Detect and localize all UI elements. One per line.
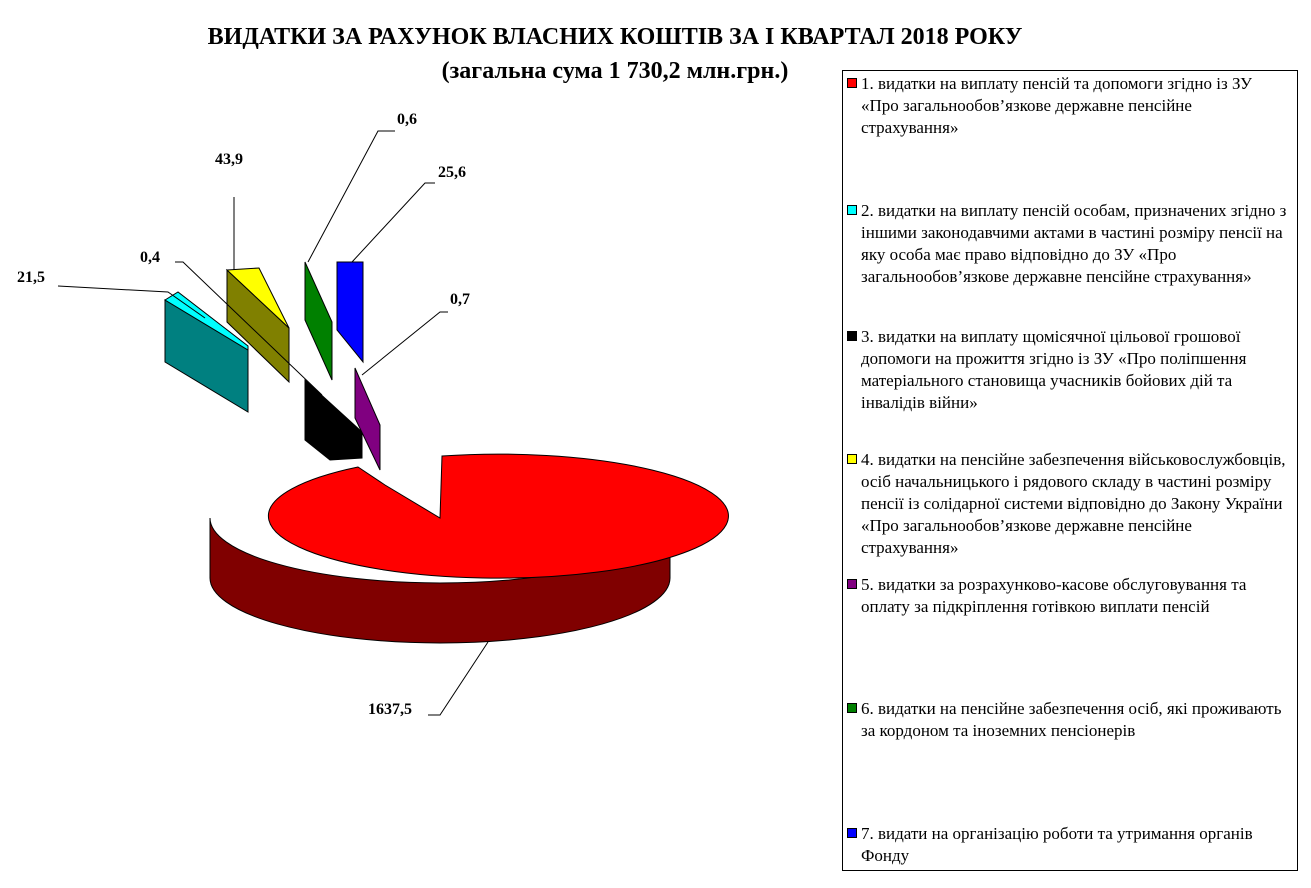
leader-line-5 (362, 312, 448, 375)
legend-swatch-7 (847, 828, 857, 838)
chart-title: ВИДАТКИ ЗА РАХУНОК ВЛАСНИХ КОШТІВ ЗА І КВАРТАЛ 2018 РОКУ (207, 24, 1023, 50)
legend-text-1: 1. видатки на виплату пенсій та допомоги згідно із ЗУ «Про загальнообов’язкове державне пенсійне страхування» (861, 74, 1253, 137)
pie-slice-7-side (337, 262, 363, 362)
legend-swatch-4 (847, 454, 857, 464)
chart-subtitle: (загальна сума 1 730,2 млн.грн.) (441, 58, 789, 84)
pie-slice-3-side (305, 380, 362, 460)
pie-slice-1-top (268, 454, 728, 578)
legend-text-3: 3. видатки на виплату щомісячної цільової грошової допомоги на прожиття згідно із ЗУ «Про поліпшення матеріального становища учасників бойових дій та інвалідів війни» (861, 327, 1247, 412)
legend-text-7: 7. видати на організацію роботи та утримання органів Фонду (861, 824, 1253, 865)
legend-item-7 (847, 823, 1293, 867)
legend-item-5 (847, 574, 1293, 618)
legend-text-6: 6. видатки на пенсійне забезпечення осіб, які проживають за кордоном та іноземних пенсіонерів (861, 699, 1282, 740)
pie-slice-6 (305, 262, 332, 380)
legend-text-2: 2. видатки на виплату пенсій особам, призначених згідно з іншими законодавчими актами в частині розміру пенсії на яку особа має право відповідно до ЗУ «Про загальнообов’язкове державне пенсійне страхування» (861, 201, 1287, 286)
legend-text-4: 4. видатки на пенсійне забезпечення військовослужбовців, осіб начальницького і рядового складу в частині розміру пенсії із солідарної системи відповідно до Закону України «Про загальнообов’язкове державне пенсійне страхування» (861, 450, 1286, 557)
leader-line-7 (352, 183, 435, 262)
legend-swatch-2 (847, 205, 857, 215)
legend-item-3 (847, 326, 1293, 414)
legend-text-5: 5. видатки за розрахунково-касове обслуговування та оплату за підкріплення готівкою виплати пенсій (861, 575, 1247, 616)
data-label-6: 0,6 (397, 111, 417, 128)
pie-slice-1 (210, 454, 728, 643)
data-label-7: 25,6 (438, 164, 466, 181)
leader-line-1 (428, 642, 488, 715)
legend-item-2 (847, 200, 1293, 288)
legend-swatch-5 (847, 579, 857, 589)
pie-slice-7 (337, 262, 363, 362)
leader-line-6 (308, 131, 395, 262)
data-label-1: 1637,5 (368, 701, 412, 718)
data-label-3: 0,4 (140, 249, 160, 266)
legend-item-1 (847, 73, 1293, 139)
data-label-5: 0,7 (450, 291, 470, 308)
data-label-2: 21,5 (17, 269, 45, 286)
pie-slice-6-side (305, 262, 332, 380)
legend-item-4 (847, 449, 1293, 559)
data-label-4: 43,9 (215, 151, 243, 168)
legend-swatch-3 (847, 331, 857, 341)
chart-legend (842, 70, 1298, 871)
legend-swatch-1 (847, 78, 857, 88)
legend-item-6 (847, 698, 1293, 742)
pie-slice-3 (305, 380, 362, 460)
legend-swatch-6 (847, 703, 857, 713)
